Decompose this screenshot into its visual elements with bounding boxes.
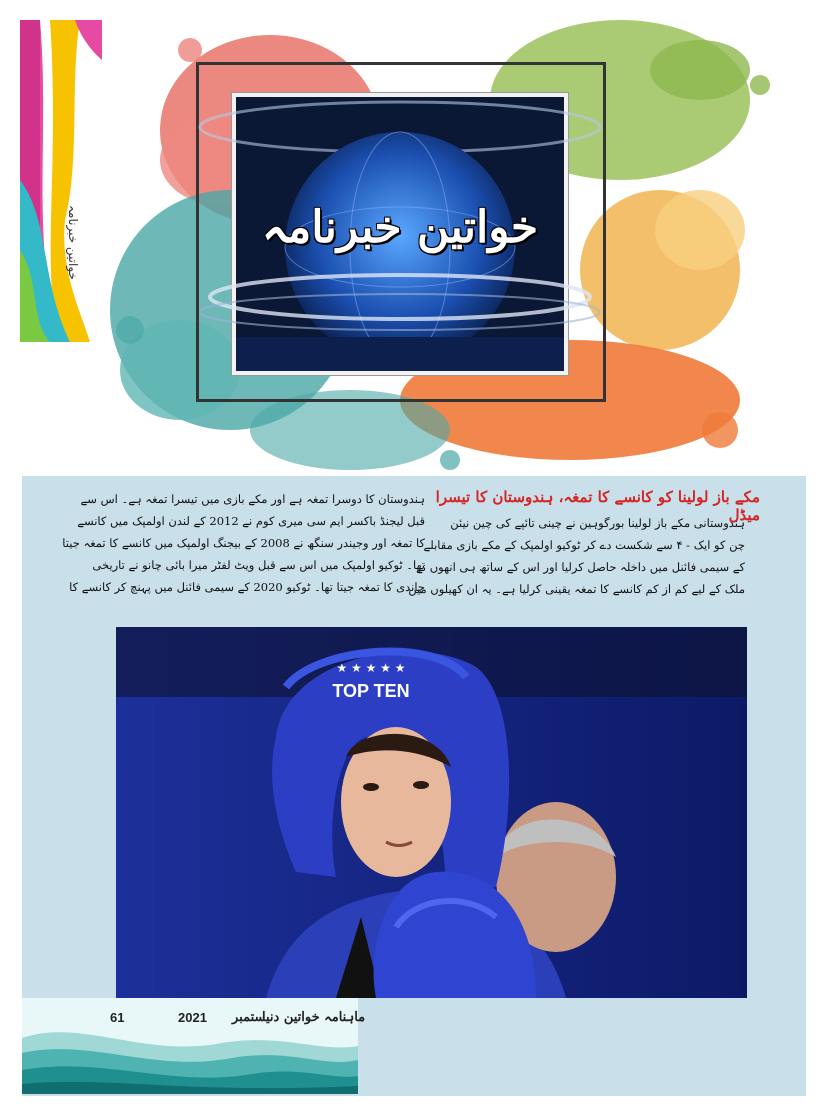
article-line: ہندوستان کا دوسرا تمغہ ہے اور مکے بازی میں تیسرا تمغہ ہے۔ اس سے: [80, 492, 425, 506]
footer-page-number: 61: [110, 1010, 125, 1025]
article-line: چن کو ایک - ۴ سے شکست دے کر ٹوکیو اولمپک کے مکے بازی مقابلے: [423, 538, 745, 552]
section-side-label: خواتین خبرنامہ: [66, 205, 80, 280]
footer-month: ستمبر: [232, 1010, 266, 1025]
footer-year: 2021: [178, 1010, 207, 1025]
article-headline: مکے باز لولینا کو کانسے کا تمغہ، ہندوستان کا تیسرا میڈل: [435, 488, 760, 524]
article-line: تھا۔ ٹوکیو اولمپک میں اس سے قبل ویٹ لفٹر میرا بائی چانو نے تاریخی: [92, 558, 425, 572]
article-line: چاندی کا تمغہ جیتا تھا۔ ٹوکیو 2020 کے سیمی فائنل میں پہنچ کر کانسے کا: [69, 580, 425, 594]
article-line: کا تمغہ اور وجیندر سنگھ نے 2008 کے بیجنگ اولمپک میں کانسے کا تمغہ جیتا: [62, 536, 425, 550]
footer-magazine-name: ماہنامہ خواتین دنیا: [262, 1010, 366, 1025]
boxer-photo: [116, 627, 747, 998]
article-line: قبل لیجنڈ باکسر ایم سی میری کوم نے 2012 کے لندن اولمپک میں کانسے: [77, 514, 425, 528]
article-line: کے سیمی فائنل میں داخلہ حاصل کرلیا اور اس کے ساتھ ہی انھوں نے: [416, 560, 745, 574]
banner-title: خواتین خبرنامہ: [261, 202, 539, 253]
header-banner: [232, 93, 568, 375]
article-line: ملک کے لیے کم از کم کانسے کا تمغہ یقینی کرلیا ہے۔ یہ ان کھیلوں میں: [408, 582, 745, 596]
article-left-column: [62, 488, 425, 598]
headguard-brand: TOP TEN: [332, 681, 410, 701]
article-right-column: [408, 512, 745, 600]
article-line: ہندوستانی مکے باز لولینا بورگوہین نے چینی تائپے کی چین نیئن: [450, 516, 745, 530]
svg-text:★ ★ ★ ★ ★: ★ ★ ★ ★ ★: [336, 661, 406, 675]
